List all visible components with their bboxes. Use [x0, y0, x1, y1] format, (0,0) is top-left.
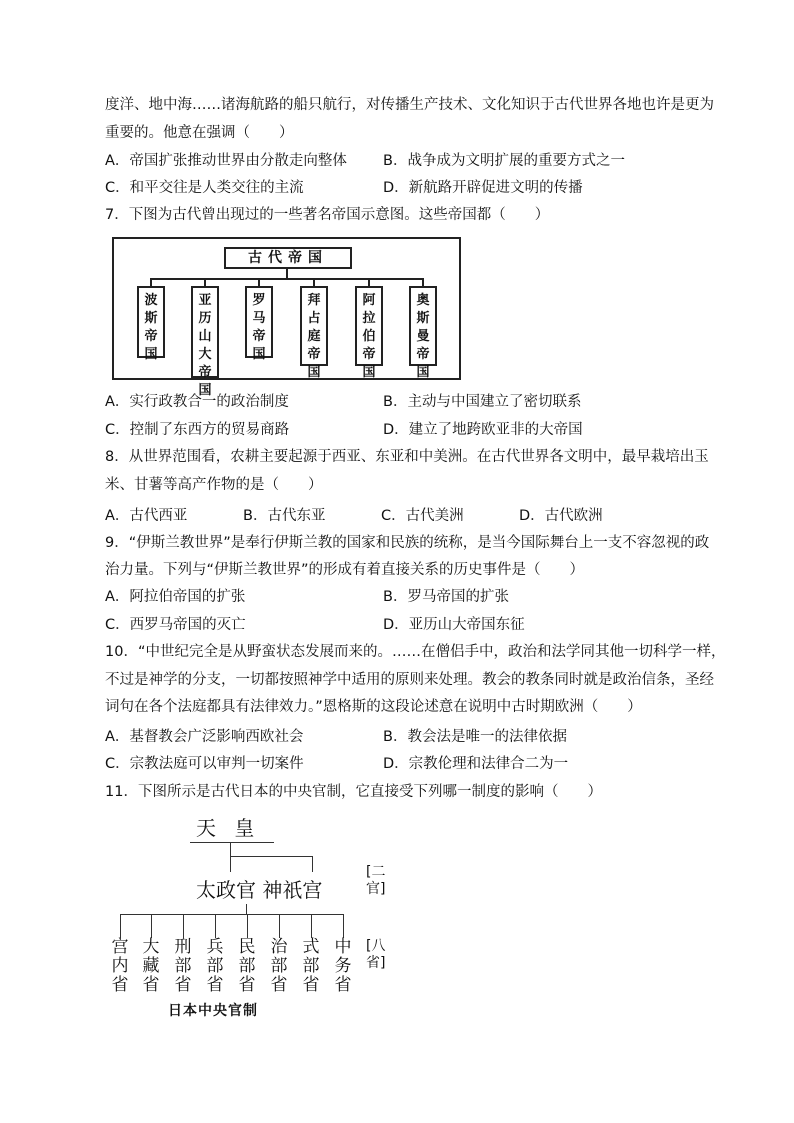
empire-box-persian: 波斯帝国 [137, 286, 165, 358]
q9-option-b[interactable]: B．罗马帝国的扩张 [383, 589, 509, 605]
ministry-treasury: 大藏省 [142, 937, 160, 995]
q8-option-a[interactable]: A．古代西亚 [105, 508, 188, 524]
question-9-stem-line-1: 9．“伊斯兰教世界”是奉行伊斯兰教的国家和民族的统称，是当今国际舞台上一支不容忽视的政 [105, 535, 710, 551]
ministry-ritual: 式部省 [302, 937, 320, 995]
question-10-stem-line-1: 10．“中世纪完全是从野蛮状态发展而来的。……在僧侣手中，政治和法学同其他一切科学一样， [105, 644, 726, 660]
q9-option-d[interactable]: D．亚历山大帝国东征 [383, 617, 525, 633]
q10-option-c[interactable]: C．宗教法庭可以审判一切案件 [105, 756, 304, 772]
emperor-label: 天 皇 [196, 816, 261, 840]
question-7-stem: 7．下图为古代曾出现过的一些著名帝国示意图。这些帝国都（ ） [105, 207, 550, 223]
q8-option-d[interactable]: D．古代欧洲 [519, 508, 603, 524]
q7-option-b[interactable]: B．主动与中国建立了密切联系 [383, 394, 582, 410]
question-8-stem-line-1: 8．从世界范围看，农耕主要起源于西亚、东亚和中美洲。在古代世界各文明中，最早栽培出玉 [105, 449, 709, 465]
q7-option-a[interactable]: A．实行政教合一的政治制度 [105, 394, 289, 410]
ministry-civil-affairs: 民部省 [238, 937, 256, 995]
q6-option-c[interactable]: C．和平交往是人类交往的主流 [105, 180, 304, 196]
ministry-imperial-household: 宫内省 [111, 937, 129, 995]
diagram-caption: 日本中央官制 [168, 1003, 258, 1019]
question-9-stem-line-2: 治力量。下列与“伊斯兰教世界”的形成有着直接关系的历史事件是（ ） [105, 562, 585, 578]
japan-central-government-diagram [100, 808, 400, 1023]
ministry-justice: 刑部省 [174, 937, 192, 995]
empire-box-alexander: 亚历山大帝国 [191, 286, 219, 378]
empire-box-byzantine: 拜占庭帝国 [300, 286, 328, 366]
q9-option-a[interactable]: A．阿拉伯帝国的扩张 [105, 589, 246, 605]
q7-option-d[interactable]: D．建立了地跨欧亚非的大帝国 [383, 422, 583, 438]
two-offices-side-label: [二官] [366, 864, 386, 897]
question-10-stem-line-2: 不过是神学的分支，一切都按照神学中适用的原则来处理。教会的教条同时就是政治信条，圣经 [105, 672, 714, 688]
q10-option-b[interactable]: B．教会法是唯一的法律依据 [383, 729, 567, 745]
q7-option-c[interactable]: C．控制了东西方的贸易商路 [105, 422, 290, 438]
question-6-text-line-1: 度洋、地中海……诸海航路的船只航行，对传播生产技术、文化知识于古代世界各地也许是更为 [105, 97, 714, 113]
q10-option-a[interactable]: A．基督教会广泛影响西欧社会 [105, 729, 304, 745]
empire-diagram [112, 237, 461, 398]
q6-option-b[interactable]: B．战争成为文明扩展的重要方式之一 [383, 153, 625, 169]
q6-option-d[interactable]: D．新航路开辟促进文明的传播 [383, 180, 583, 196]
q6-option-a[interactable]: A．帝国扩张推动世界由分散走向整体 [105, 153, 347, 169]
eight-ministries-side-label: [八省] [366, 938, 386, 971]
two-offices-label: 太政官 神祇宫 [196, 878, 323, 902]
q8-option-c[interactable]: C．古代美洲 [381, 508, 464, 524]
ministry-ceremonies: 治部省 [270, 937, 288, 995]
question-10-stem-line-3: 词句在各个法庭都具有法律效力。”恩格斯的这段论述意在说明中古时期欧洲（ ） [105, 699, 642, 715]
question-8-stem-line-2: 米、甘薯等高产作物的是（ ） [105, 477, 323, 493]
ministry-central-affairs: 中务省 [334, 937, 352, 995]
question-6-text-line-2: 重要的。他意在强调（ ） [105, 125, 294, 141]
q9-option-c[interactable]: C．西罗马帝国的灭亡 [105, 617, 246, 633]
question-11-stem: 11．下图所示是古代日本的中央官制，它直接受下列哪一制度的影响（ ） [105, 784, 602, 800]
q8-option-b[interactable]: B．古代东亚 [243, 508, 326, 524]
q10-option-d[interactable]: D．宗教伦理和法律合二为一 [383, 756, 569, 772]
empire-diagram-title: 古代帝国 [224, 247, 352, 269]
ministry-military: 兵部省 [206, 937, 224, 995]
empire-box-ottoman: 奥斯曼帝国 [409, 286, 437, 366]
empire-box-roman: 罗马帝国 [245, 286, 273, 358]
empire-box-arab: 阿拉伯帝国 [355, 286, 383, 366]
